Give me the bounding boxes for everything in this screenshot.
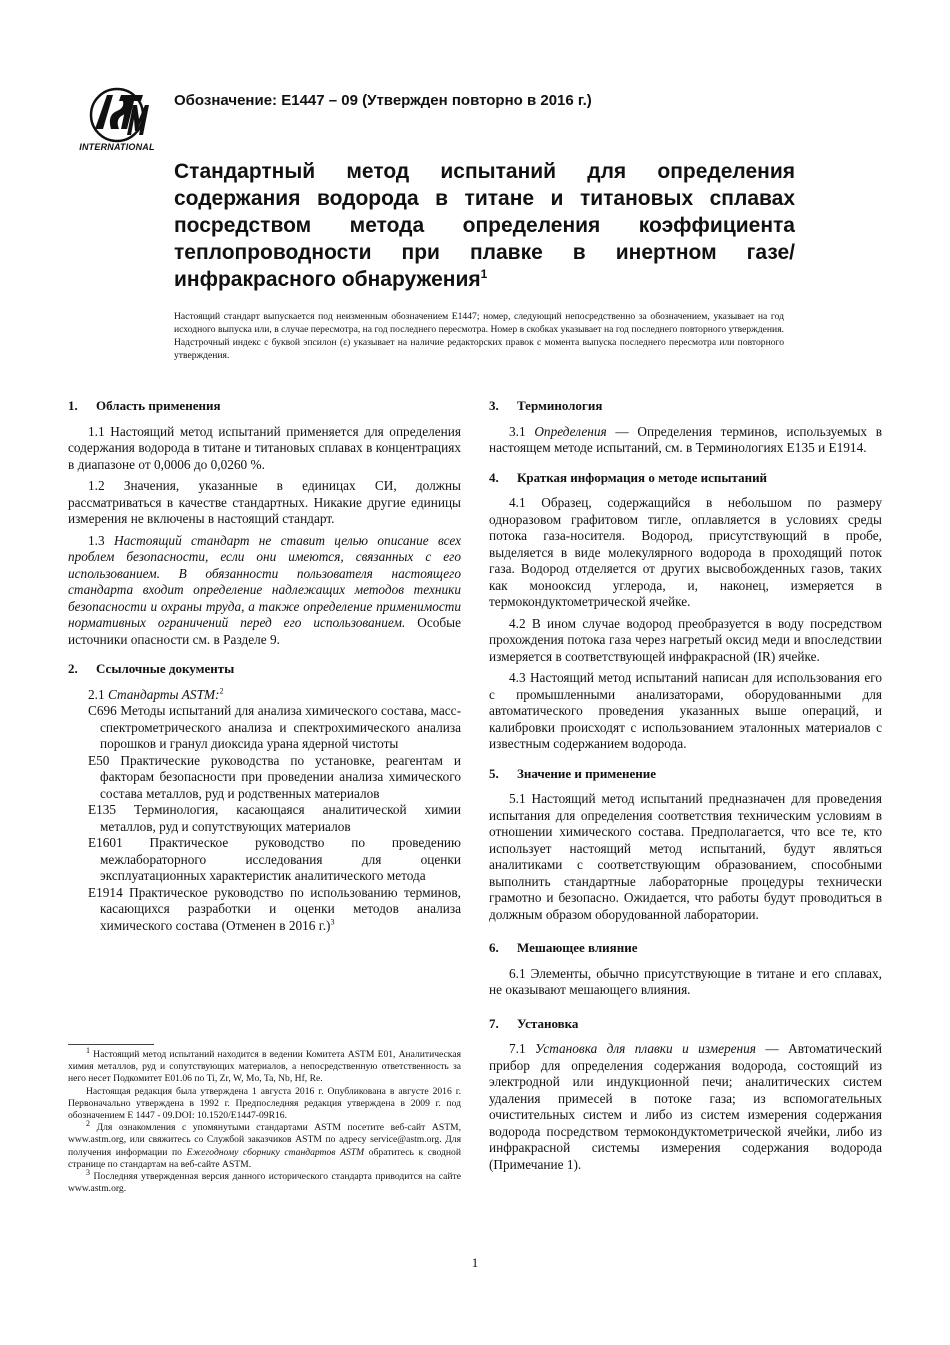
- section-4-heading: 4. Краткая информация о методе испытаний: [489, 469, 768, 485]
- section-3-heading: 3. Терминология: [489, 398, 603, 413]
- paragraph-5-1: 5.1 Настоящий метод испытаний предназначен для проведения испытания для определения соответствия техническим условиям в отношении химического состава. Предполагается, что все те, кто использует настоящий метод испытаний, будут являться аналитиками с соответствующим образованием, способными выполнить стандартные лабораторные процедуры технически грамотно и безопасно. Ожидается, что работы будут проводиться в должным образом оборудованной лаборатории.: [489, 791, 882, 922]
- right-column: [489, 398, 882, 1178]
- footnote-2: $^2$ Для ознакомления с упомянутыми стандартами ASTM посетите веб-сайт ASTM, www.astm.org, или свяжитесь со Службой заказчиков ASTM по адресу service@astm.org. Для получения информации по Ежегодному сборнику стандартов ASTM обратитесь к сводной странице по стандартам на веб-сайте ASTM.: [68, 1119, 461, 1170]
- section-5-heading: 5. Значение и применение: [489, 765, 657, 781]
- section-2-heading: 2. Ссылочные документы: [68, 661, 235, 676]
- paragraph-4-2: 4.2 В ином случае водород преобразуется в воду посредством прохождения потока газа через нагретый оксид меди и впоследствии измеряется в соответствующей инфракрасной (IR) ячейке.: [489, 615, 882, 664]
- footnote-1: $^1$ Настоящий метод испытаний находится в ведении Комитета ASTM E01, Аналитическая химия металлов, руд и сопутствующих материалов, а непосредственную ответственность за него несет Подкомитет E01.06 по Ti, Zr, W, Mo, Ta, Nb, Hf, Re.: [68, 1045, 461, 1085]
- astm-logo: [77, 85, 157, 157]
- paragraph-7-1: 7.1 Установка для плавки и измерения — Автоматический прибор для определения содержания водорода, состоящий из электродной или индукционной печи; аналитических систем удаления примесей в потоке газа; из вспомогательных очистительных систем и либо из систем измерения содержания водорода посредством термокондуктометрической ячейки, либо из инфракрасной системы измерения содержания водорода (Примечание 1).: [489, 1041, 883, 1172]
- reference-item: E135 Терминология, касающаяся аналитической химии металлов, руд и сопутствующих материалов: [88, 802, 461, 834]
- paragraph-3-1: 3.1 Определения — Определения терминов, используемых в настоящем методе испытаний, см. в Терминологиях E135 и E1914.: [489, 423, 882, 455]
- paragraph-4-3: 4.3 Настоящий метод испытаний написан для использования его с промышленными анализаторами, оборудованными для автоматического проведения указанных выше операций, и калибровки происходят с использованием эталонных материалов с известным содержанием водорода.: [489, 670, 882, 751]
- designation: Обозначение: E1447 – 09 (Утвержден повторно в 2016 г.): [174, 92, 592, 109]
- paragraph-1-1: 1.1 Настоящий метод испытаний применяется для определения содержания водорода в титане и титановых сплавах в концентрациях в диапазоне от 0,0006 до 0,0260 %.: [68, 423, 461, 472]
- footnote-divider: [68, 1044, 154, 1045]
- left-column: [68, 398, 461, 934]
- page-number: 1: [471, 1255, 479, 1270]
- footnote-1-continued: Настоящая редакция была утверждена 1 августа 2016 г. Опубликована в августе 2016 г. Первоначально утверждена в 1992 г. Предпоследняя редакция утверждена в 2009 г. под обозначением E 1447 - 09.DOI: 10.1520/E1447-09R16.: [68, 1085, 461, 1122]
- document-title: [174, 158, 795, 293]
- footnotes: [68, 1045, 461, 1195]
- reference-item: E1914 Практическое руководство по использованию терминов, касающихся разработки и оценки методов анализа химического состава (Отменен в 2016 г.)$^3$: [88, 884, 461, 933]
- reference-item: C696 Методы испытаний для анализа химического состава, масс-спектрометрического анализа и спектрохимического анализа порошков и гранул диоксида урана ядерной чистоты: [88, 703, 461, 751]
- title-text: Стандартный метод испытаний для определения содержания водорода в титане и титановых сплавах посредством метода определения коэффициента теплопроводности при плавке в инертном газе/инфракрасного обнаружения: [174, 160, 795, 291]
- section-6-heading: 6. Мешающее влияние: [489, 940, 638, 955]
- reference-item: E50 Практические руководства по установке, реагентам и факторам безопасности при проведении анализа химического состава металлов, руд и родственных материалов: [88, 752, 461, 801]
- paragraph-1-2: 1.2 Значения, указанные в единицах СИ, должны рассматриваться в качестве стандартных. Никакие другие единицы измерения не включены в настоящий стандарт.: [68, 478, 461, 526]
- title-footnote-ref: 1: [480, 267, 488, 281]
- paragraph-4-1: 4.1 Образец, содержащийся в небольшом по размеру одноразовом графитовом тигле, оплавляется в условиях среды потока газа-носителя. Водород, присутствующий в пробе, выделяется в виде молекулярного водорода в проходящий поток газа. Водород отделяется от других высвобожденных газов, таких как монооксид углерода, и, наконец, измеряется в термокондуктометрической ячейке.: [489, 495, 882, 609]
- astm-logo-text: INTERNATIONAL: [79, 142, 155, 152]
- paragraph-6-1: 6.1 Элементы, обычно присутствующие в титане и его сплавах, не оказывают мешающего влияния.: [489, 965, 882, 997]
- reference-item: E1601 Практическое руководство по проведению межлабораторного исследования для оценки эксплуатационных характеристик аналитического метода: [88, 835, 461, 883]
- section-7-heading: 7. Установка: [489, 1015, 579, 1031]
- footnote-3: $^3$ Последняя утвержденная версия данного исторического стандарта приводится на сайте www.astm.org.: [68, 1167, 461, 1195]
- paragraph-1-3: 1.3 Настоящий стандарт не ставит целью описание всех проблем безопасности, если они имеются, связанных с его использованием. В обязанности пользователя настоящего стандарта входит определение надлежащих методов техники безопасности и охраны труда, а также определение применимости нормативных ограничений перед его использованием. Особые источники опасности см. в Разделе 9.: [68, 532, 461, 647]
- section-1-heading: 1. Область применения: [68, 398, 221, 413]
- subsection-2-1: 2.1 Стандарты ASTM:$^2$: [88, 686, 224, 702]
- issuance-statement: Настоящий стандарт выпускается под неизменным обозначением E1447; номер, следующий непосредственно за обозначением, указывает на год исходного выпуска или, в случае пересмотра, на год последнего пересмотра. Номер в скобках указывает на год последнего повторного утверждения. Надстрочный индекс с буквой эпсилон (ε) указывает на наличие редакторских правок с момента выпуска последнего пересмотра или повторного утверждения.: [174, 311, 784, 361]
